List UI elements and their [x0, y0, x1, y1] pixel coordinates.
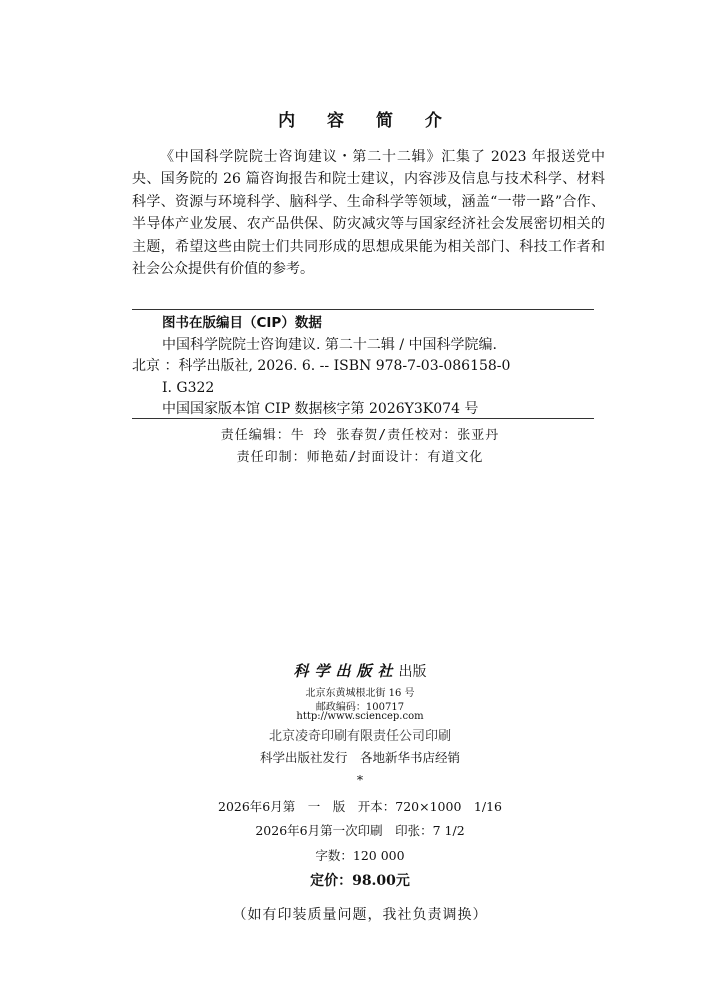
cip-top-rule	[132, 309, 594, 310]
cip-class-line: Ⅰ. G322	[162, 379, 215, 396]
summary-paragraph: 《中国科学院院士咨询建议・第二十二辑》汇集了 2023 年报送党中央、国务院的 26 篇咨询报告和院士建议，内容涉及信息与技术科学、材料科学、资源与环境科学、脑科学、生命科学等领域，涵盖“一带一路”合作、半导体产业发展、农产品供保、防灾减灾等与国家经济社会发展密切相关的主题，希望这些由院士们共同形成的思想成果能为相关部门、科技工作者和社会公众提供有价值的参考。	[132, 149, 605, 278]
publisher-suffix: 出版	[398, 664, 427, 680]
cip-heading: 图书在版编目（CIP）数据	[162, 315, 322, 331]
word-count: 字数：120 000	[315, 848, 405, 863]
cip-publish-line: 北京 ：科学出版社, 2026. 6. -- ISBN 978-7-03-086158-0	[132, 358, 511, 374]
cip-bottom-rule	[132, 418, 594, 419]
production-credits: 责任印制：师艳茹/封面设计：有道文化	[236, 450, 484, 465]
quality-note: （如有印装质量问题，我社负责调换）	[232, 907, 488, 923]
publisher-address: 北京东黄城根北街 16 号	[305, 688, 415, 699]
distribution-line: 科学出版社发行 各地新华书店经销	[259, 750, 460, 765]
summary-text	[132, 146, 605, 280]
printer-line: 北京凌奇印刷有限责任公司印刷	[268, 729, 451, 744]
cip-title-line: 中国科学院院士咨询建议. 第二十二辑 / 中国科学院编.	[162, 336, 497, 353]
separator-star: *	[356, 772, 364, 787]
printing-line: 2026年6月第一次印刷 印张：7 1/2	[255, 823, 465, 838]
publisher-logotype: 科学出版社	[293, 662, 399, 680]
price: 定价：98.00元	[310, 873, 410, 889]
summary-title: 内 容 简 介	[278, 111, 455, 131]
publisher-url: http://www.sciencep.com	[296, 711, 424, 722]
publisher-postcode: 邮政编码：100717	[315, 702, 405, 713]
cip-record-line: 中国国家版本馆 CIP 数据核字第 2026Y3K074 号	[162, 401, 479, 417]
editor-credits: 责任编辑：牛 玲 张春贺/责任校对：张亚丹	[220, 428, 500, 443]
publisher-line	[0, 660, 720, 681]
cip-data-block	[132, 313, 602, 421]
edition-line: 2026年6月第 一 版 开本：720×1000 1/16	[218, 799, 502, 814]
